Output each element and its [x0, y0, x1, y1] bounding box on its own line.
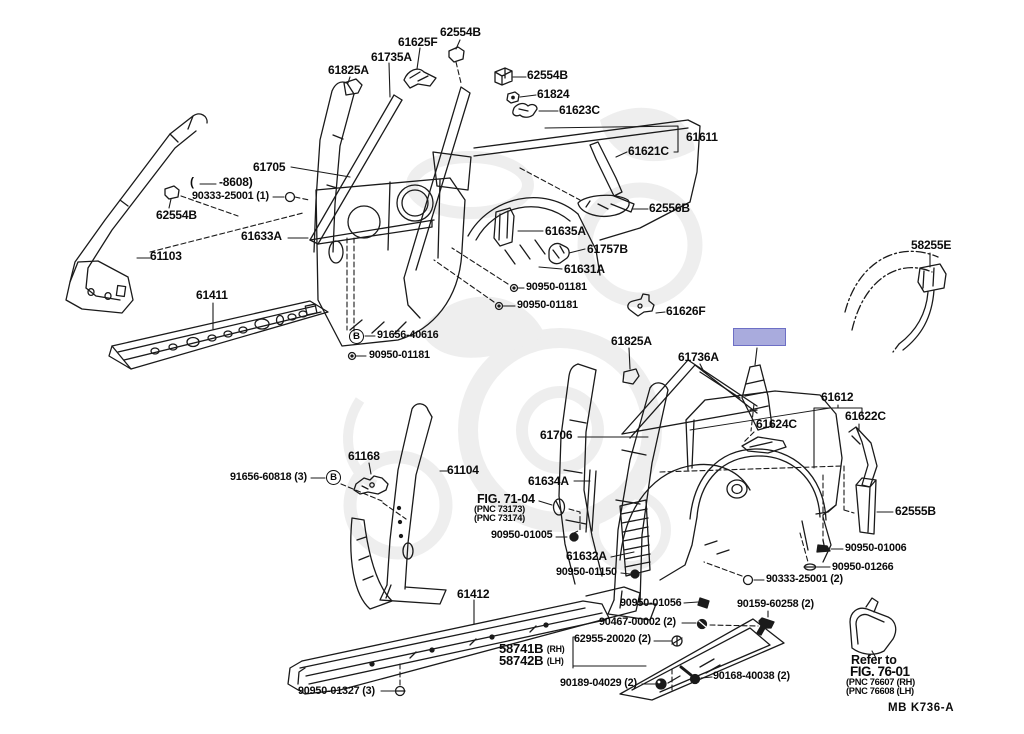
part-label-90950-01327[interactable]: 90950-01327 (3) — [298, 685, 375, 697]
part-label-62955-20020[interactable]: 62955-20020 (2) — [574, 633, 651, 645]
part-label-61168[interactable]: 61168 — [348, 449, 380, 463]
part-label-62554b-right[interactable]: 62554B — [527, 68, 568, 82]
highlighted-part-callout[interactable] — [733, 328, 786, 346]
circled-b-marker-2: B — [326, 470, 341, 485]
part-label-61412[interactable]: 61412 — [457, 587, 490, 601]
part-label-90950-01150[interactable]: 90950-01150 — [556, 566, 617, 578]
part-drawing-61104 — [351, 404, 446, 609]
part-label-61612[interactable]: 61612 — [821, 390, 854, 404]
part-label-61824[interactable]: 61824 — [537, 87, 570, 101]
part-label-61633a[interactable]: 61633A — [241, 229, 282, 243]
side-code-lh: (LH) — [546, 656, 564, 666]
part-label-90950-01181-b[interactable]: 90950-01181 — [517, 299, 578, 311]
part-label-61103[interactable]: 61103 — [150, 249, 182, 263]
part-label-61625f[interactable]: 61625F — [398, 35, 438, 49]
side-code-rh: (RH) — [546, 644, 565, 654]
part-label-62556b[interactable]: 62556B — [649, 201, 690, 215]
pnc-73174-note: (PNC 73174) — [474, 513, 525, 523]
part-label-90159-60258[interactable]: 90159-60258 (2) — [737, 598, 814, 610]
part-drawing-62555b — [856, 478, 876, 534]
part-label-61411[interactable]: 61411 — [196, 288, 228, 302]
part-label-61634a[interactable]: 61634A — [528, 474, 569, 488]
part-label-91656-60818[interactable]: 91656-60818 (3) — [230, 471, 307, 483]
part-number: 58741B — [499, 641, 544, 656]
part-label-61705[interactable]: 61705 — [253, 160, 286, 174]
leader-lines — [137, 40, 930, 691]
part-label-90950-01005[interactable]: 90950-01005 — [491, 529, 553, 541]
part-label-90950-01056[interactable]: 90950-01056 — [620, 597, 682, 609]
part-label-90950-01266[interactable]: 90950-01266 — [832, 561, 894, 573]
fig-76-01-reference: FIG. 76-01 — [850, 664, 910, 679]
part-drawing-61411 — [109, 301, 328, 369]
part-label-61825a-2[interactable]: 61825A — [611, 334, 652, 348]
part-label-62555b[interactable]: 62555B — [895, 504, 936, 518]
part-label-61632a[interactable]: 61632A — [566, 549, 607, 563]
part-label-90333-25001-2[interactable]: 90333-25001 (2) — [766, 573, 843, 585]
fastener-glyphs — [286, 193, 831, 696]
part-drawing-mudflap — [850, 598, 896, 654]
part-label-90950-01006[interactable]: 90950-01006 — [845, 542, 907, 554]
part-label-61611[interactable]: 61611 — [686, 130, 718, 144]
part-label-91656-40616[interactable]: 91656-40616 — [377, 329, 439, 341]
pnc-76608-note: (PNC 76608 (LH) — [846, 686, 914, 696]
part-label-61706[interactable]: 61706 — [540, 428, 573, 442]
part-label-58255e[interactable]: 58255E — [911, 238, 952, 252]
part-label-61631a[interactable]: 61631A — [564, 262, 605, 276]
part-label-58742b[interactable] — [499, 654, 564, 667]
part-label-61104[interactable]: 61104 — [447, 463, 479, 477]
part-label-61735a[interactable]: 61735A — [371, 50, 412, 64]
circled-b-marker-1: B — [349, 329, 364, 344]
part-label-90333-25001-1[interactable]: 90333-25001 (1) — [192, 190, 269, 202]
part-label-90467-00002[interactable]: 90467-00002 (2) — [599, 616, 676, 628]
part-label-90950-01181-a[interactable]: 90950-01181 — [526, 281, 587, 293]
refer-to-text: Refer to — [851, 653, 897, 667]
part-label-90168-40038[interactable]: 90168-40038 (2) — [713, 670, 790, 682]
drawing-code: MB K736-A — [888, 702, 955, 714]
part-label-61635a[interactable]: 61635A — [545, 224, 586, 238]
part-label-61621c[interactable]: 61621C — [628, 144, 669, 158]
pnc-76607-note: (PNC 76607 (RH) — [846, 677, 915, 687]
part-label-61624c[interactable]: 61624C — [756, 417, 797, 431]
part-label-61736a[interactable]: 61736A — [678, 350, 719, 364]
part-label-61622c[interactable]: 61622C — [845, 409, 886, 423]
part-number: 58742B — [499, 653, 544, 668]
part-drawing-61757b — [549, 243, 569, 263]
part-label-62554b-top[interactable]: 62554B — [440, 25, 481, 39]
part-label-90189-04029[interactable]: 90189-04029 (2) — [560, 677, 637, 689]
part-label-62554b-left[interactable]: 62554B — [156, 208, 197, 222]
part-label-61757b[interactable]: 61757B — [587, 242, 628, 256]
part-label-61626f[interactable]: 61626F — [666, 304, 706, 318]
part-drawing-58255e — [845, 251, 946, 352]
pnc-73173-note: (PNC 73173) — [474, 504, 525, 514]
date-range-note: -8608) — [219, 175, 253, 189]
part-label-90950-01181-c[interactable]: 90950-01181 — [369, 349, 430, 361]
date-range-paren: ( — [190, 175, 194, 189]
fig-71-04-reference: FIG. 71-04 — [477, 492, 535, 506]
part-label-61825a-1[interactable]: 61825A — [328, 63, 369, 77]
part-label-61623c[interactable]: 61623C — [559, 103, 600, 117]
